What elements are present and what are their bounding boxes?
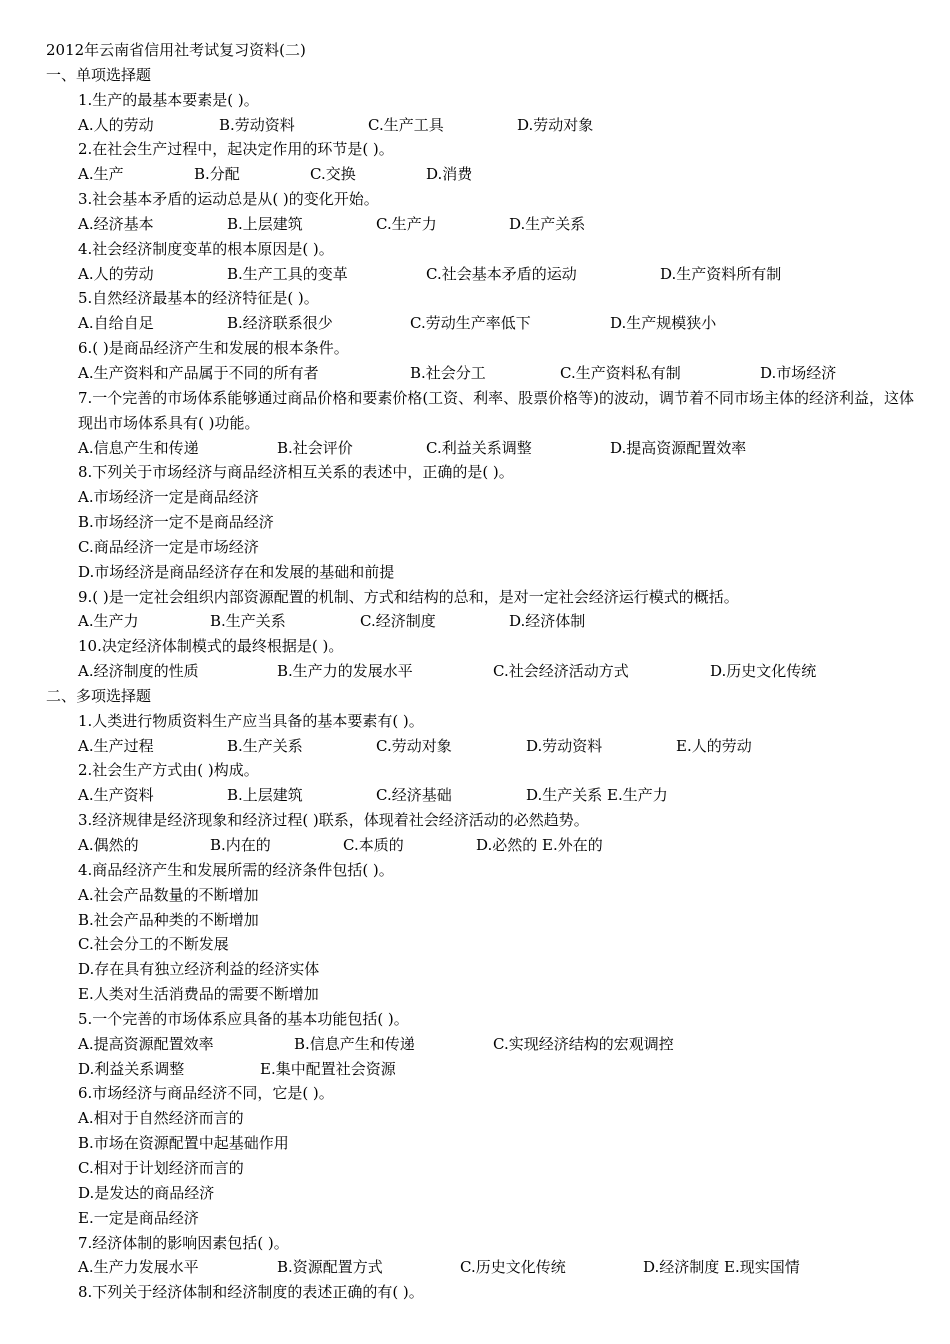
option-a: A.人的劳动: [78, 115, 154, 134]
question-7: 7.经济体制的影响因素包括( )。: [78, 1233, 289, 1252]
option-c: C.相对于计划经济而言的: [78, 1158, 244, 1177]
option-a: A.相对于自然经济而言的: [78, 1109, 244, 1128]
option-c: C.劳动生产率低下: [410, 314, 531, 333]
options-row: [0, 609, 950, 634]
option-b: B.信息产生和传递: [294, 1034, 415, 1053]
option-a: A.经济制度的性质: [78, 662, 199, 681]
option-c: C.劳动对象: [376, 736, 452, 755]
option-b: B.市场经济一定不是商品经济: [78, 513, 274, 532]
options-row: [0, 659, 950, 684]
question-3: 3.社会基本矛盾的运动总是从( )的变化开始。: [78, 190, 379, 209]
option-d: D.提高资源配置效率: [610, 438, 747, 457]
option-d: D.劳动对象: [517, 115, 594, 134]
option-c: C.交换: [310, 165, 356, 184]
option-a: A.生产资料和产品属于不同的所有者: [78, 363, 319, 382]
option-b: B.上层建筑: [227, 786, 303, 805]
option-a: A.生产力: [78, 612, 139, 631]
question-5: 5.自然经济最基本的经济特征是( )。: [78, 289, 319, 308]
option-e: E.人类对生活消费品的需要不断增加: [78, 985, 319, 1004]
question-7: 7.一个完善的市场体系能够通过商品价格和要素价格(工资、利率、股票价格等)的波动，调节着不同市场主体的经济利益，这体现出市场体系具有( )功能。: [78, 388, 915, 432]
option-b: B.分配: [194, 165, 240, 184]
option-d: D.市场经济: [760, 363, 837, 382]
option-d: D.生产规模狭小: [610, 314, 717, 333]
option-a: A.自给自足: [78, 314, 154, 333]
option-c: C.社会分工的不断发展: [78, 935, 229, 954]
options-row: [0, 1032, 950, 1057]
option-b: B.生产力的发展水平: [277, 662, 413, 681]
option-a: A.提高资源配置效率: [78, 1034, 214, 1053]
option-d: D.利益关系调整: [78, 1059, 185, 1078]
options-row: [0, 833, 950, 858]
option-a: A.信息产生和传递: [78, 438, 199, 457]
question-2: 2.在社会生产过程中，起决定作用的环节是( )。: [78, 140, 394, 159]
option-d: D.生产资料所有制: [660, 264, 782, 283]
question-8: 8.下列关于市场经济与商品经济相互关系的表述中，正确的是( )。: [78, 463, 514, 482]
option-c: C.社会基本矛盾的运动: [426, 264, 577, 283]
option-d-e: D.必然的 E.外在的: [476, 836, 603, 854]
option-b: B.生产关系: [227, 736, 303, 755]
option-b: B.内在的: [210, 836, 271, 854]
option-d: D.是发达的商品经济: [78, 1183, 215, 1202]
options-row: [0, 361, 950, 386]
option-b: B.经济联系很少: [227, 314, 333, 333]
question-8: 8.下列关于经济体制和经济制度的表述正确的有( )。: [78, 1283, 424, 1302]
question-6: 6.( )是商品经济产生和发展的根本条件。: [78, 339, 349, 358]
options-row: [0, 262, 950, 287]
question-4: 4.社会经济制度变革的根本原因是( )。: [78, 239, 334, 258]
option-c: C.实现经济结构的宏观调控: [493, 1034, 674, 1053]
option-b: B.社会分工: [410, 363, 486, 382]
question-5: 5.一个完善的市场体系应具备的基本功能包括( )。: [78, 1009, 409, 1028]
question-1: 1.人类进行物质资料生产应当具备的基本要素有( )。: [78, 711, 424, 730]
option-b: B.市场在资源配置中起基础作用: [78, 1134, 289, 1153]
option-b: B.资源配置方式: [277, 1258, 383, 1277]
option-b: B.劳动资料: [219, 115, 295, 134]
option-a: A.社会产品数量的不断增加: [78, 885, 259, 904]
option-c: C.生产力: [376, 214, 437, 233]
option-c: C.生产工具: [368, 115, 444, 134]
options-row: [0, 1255, 950, 1280]
question-3: 3.经济规律是经济现象和经济过程( )联系，体现着社会经济活动的必然趋势。: [78, 811, 589, 830]
options-row: [0, 311, 950, 336]
option-c: C.历史文化传统: [460, 1258, 566, 1277]
question-2: 2.社会生产方式由( )构成。: [78, 761, 259, 780]
question-9: 9.( )是一定社会组织内部资源配置的机制、方式和结构的总和，是对一定社会经济运行模式的概括。: [78, 587, 739, 606]
option-d: D.存在具有独立经济利益的经济实体: [78, 960, 320, 979]
option-d: D.消费: [426, 165, 473, 184]
options-row: [0, 162, 950, 187]
option-e: E.集中配置社会资源: [260, 1059, 396, 1078]
option-a: A.生产力发展水平: [78, 1258, 199, 1277]
option-b: B.生产关系: [210, 612, 286, 631]
option-c: C.商品经济一定是市场经济: [78, 537, 259, 556]
option-c: C.经济制度: [360, 612, 436, 631]
option-a: A.生产资料: [78, 786, 154, 805]
option-b: B.生产工具的变革: [227, 264, 348, 283]
option-d: D.经济体制: [509, 612, 586, 631]
option-c: C.社会经济活动方式: [493, 662, 629, 681]
options-row: [0, 1057, 950, 1082]
option-c: C.本质的: [343, 836, 404, 854]
document-title: 2012年云南省信用社考试复习资料(二): [46, 41, 306, 59]
option-a: A.市场经济一定是商品经济: [78, 488, 259, 507]
option-b: B.上层建筑: [227, 214, 303, 233]
option-c: C.利益关系调整: [426, 438, 532, 457]
option-d: D.历史文化传统: [710, 662, 817, 681]
section-heading-multiple-choice: 二、多项选择题: [46, 686, 152, 705]
options-row: [0, 212, 950, 237]
question-4: 4.商品经济产生和发展所需的经济条件包括( )。: [78, 860, 394, 879]
option-e: E.人的劳动: [676, 736, 752, 755]
option-d-e: D.生产关系 E.生产力: [526, 786, 668, 805]
document-page: [0, 38, 950, 1305]
options-row: [0, 113, 950, 138]
option-d-e: D.经济制度 E.现实国情: [643, 1258, 800, 1277]
option-d: D.劳动资料: [526, 736, 603, 755]
question-6: 6.市场经济与商品经济不同，它是( )。: [78, 1084, 334, 1103]
question-10: 10.决定经济体制模式的最终根据是( )。: [78, 637, 344, 656]
option-e: E.一定是商品经济: [78, 1208, 199, 1227]
option-d: D.生产关系: [509, 214, 586, 233]
question-1: 1.生产的最基本要素是( )。: [78, 90, 259, 109]
options-row: [0, 783, 950, 808]
option-d: D.市场经济是商品经济存在和发展的基础和前提: [78, 562, 395, 581]
option-b: B.社会产品种类的不断增加: [78, 910, 259, 929]
option-a: A.偶然的: [78, 836, 139, 854]
section-heading-single-choice: 一、单项选择题: [46, 65, 152, 84]
option-a: A.生产过程: [78, 736, 154, 755]
option-a: A.生产: [78, 165, 124, 184]
option-b: B.社会评价: [277, 438, 353, 457]
option-a: A.经济基本: [78, 214, 154, 233]
option-c: C.经济基础: [376, 786, 452, 805]
option-c: C.生产资料私有制: [560, 363, 681, 382]
option-a: A.人的劳动: [78, 264, 154, 283]
options-row: [0, 734, 950, 759]
options-row: [0, 436, 950, 461]
